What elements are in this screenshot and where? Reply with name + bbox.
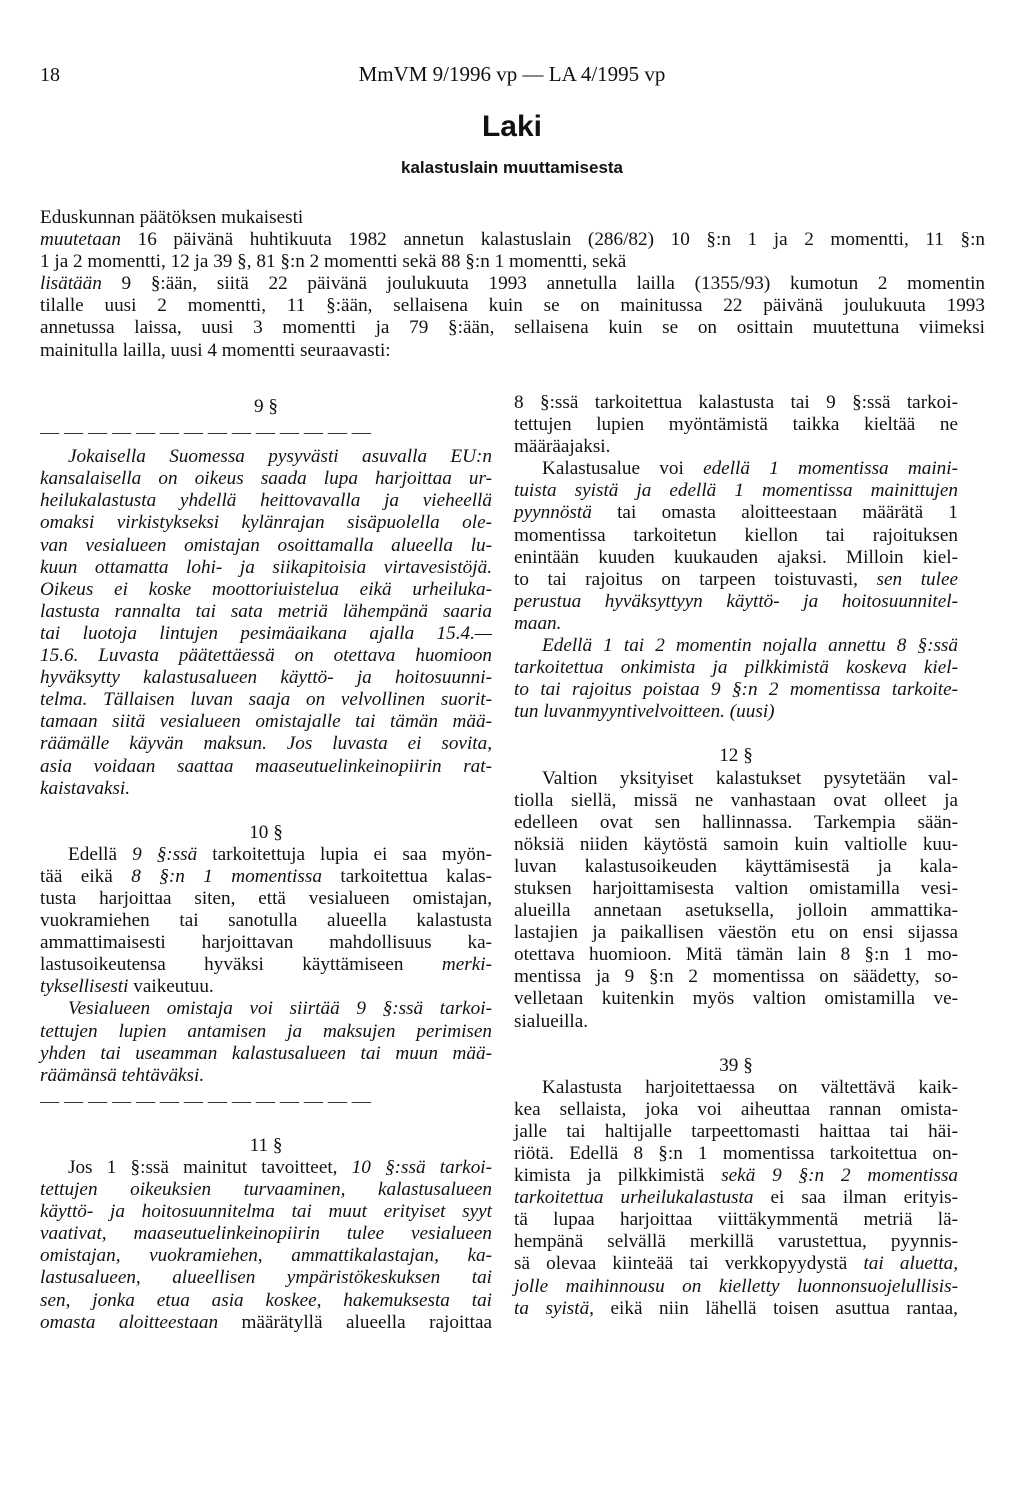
text-line bbox=[40, 1157, 492, 1179]
text: tarkoitettua urheilukalastusta bbox=[514, 1187, 754, 1209]
text: merki- bbox=[441, 954, 492, 976]
text-line bbox=[514, 1165, 958, 1187]
text-line: hyväksytty kalastusalueen käyttö- ja hoitosuunni- bbox=[40, 667, 492, 689]
text: omistajan, vuokramiehen, ammattikalastajan, ka- bbox=[40, 1245, 492, 1267]
intro-text: 9 §:ään, siitä 22 päivänä joulukuuta 1993 annetulla lailla (1355/93) kumotun 2 momentin bbox=[101, 273, 985, 295]
text-line bbox=[40, 866, 492, 888]
amend-keyword: muutetaan bbox=[40, 229, 122, 251]
text-line: telma. Tällaisen luvan saaja on velvollinen suorit- bbox=[40, 689, 492, 711]
text: omasta aloitteestaan bbox=[40, 1311, 219, 1333]
document-subtitle: kalastuslain muuttamisesta bbox=[400, 158, 624, 177]
text-line: velletaan kuitenkin myös valtion omistamilla ve- bbox=[514, 988, 958, 1010]
section-heading-10: 10 § bbox=[249, 821, 283, 843]
text: jolle maihinnousu on kielletty luonnonsuojelullisis- bbox=[514, 1275, 958, 1297]
omission-dashes: — — — — — — — — — — — — — — bbox=[40, 422, 371, 444]
text: edellä 1 momentissa maini- bbox=[703, 458, 958, 480]
text-line: momentissa tarkoitetun kiellon tai rajoituksen bbox=[514, 524, 958, 546]
text-line: tiolla siellä, missä ne vanhastaan ovat olleet ja bbox=[514, 789, 958, 811]
text-line: määräajaksi. bbox=[514, 436, 611, 458]
text-line: tettujen lupien myöntämistä taikka kieltää ne bbox=[514, 414, 958, 436]
text-line bbox=[40, 1312, 492, 1334]
text: tää eikä bbox=[40, 865, 132, 887]
text: kimista ja pilkkimistä bbox=[514, 1165, 722, 1187]
running-head: MmVM 9/1996 vp — LA 4/1995 vp bbox=[358, 62, 666, 86]
text-line: asia voidaan saattaa maaseutuelinkeinopiirin rat- bbox=[40, 755, 492, 777]
omission-dashes: — — — — — — — — — — — — — — bbox=[40, 1090, 371, 1112]
text-line: tun luvanmyyntivelvoitteen. (uusi) bbox=[514, 701, 775, 723]
text-line bbox=[40, 976, 492, 998]
text-line bbox=[514, 613, 958, 635]
text-line bbox=[40, 1290, 492, 1312]
text-line bbox=[514, 569, 958, 591]
text-line bbox=[40, 1201, 492, 1223]
text: ta syistä, bbox=[514, 1297, 594, 1319]
left-column bbox=[40, 392, 492, 1334]
text: tyksellisesti bbox=[40, 976, 129, 998]
text-line: omaksi virkistykseksi kylänrajan sisäpuolella ole- bbox=[40, 512, 492, 534]
text-line bbox=[514, 591, 958, 613]
text: 9 §:ssä bbox=[132, 843, 198, 865]
text-line: tamaan siitä vesialueen omistajalle tai tämän mää- bbox=[40, 711, 492, 733]
text: perustua hyväksyttyyn käyttö- ja hoitosuunnitel- bbox=[514, 590, 958, 612]
section-heading-11: 11 § bbox=[249, 1134, 283, 1156]
text: 8 §:n 1 momentissa bbox=[131, 865, 322, 887]
text-line: jalle tai haltijalle tarpeettomasti haittaa tai häi- bbox=[514, 1120, 958, 1142]
text-line: Edellä 1 tai 2 momentin nojalla annettu 8 §:ssä bbox=[542, 635, 958, 657]
text: maan. bbox=[514, 612, 562, 634]
right-column bbox=[514, 392, 958, 1320]
section-11-paragraph bbox=[40, 1157, 492, 1334]
text: lastusoikeutensa hyväksi käyttämiseen bbox=[40, 954, 442, 976]
text-line: tai luotoja lintujen pesimäaikana ajalla 15.4.— bbox=[40, 622, 492, 644]
text-line: luvan kalastusoikeuden käyttämisestä ja kala- bbox=[514, 855, 958, 877]
text-line bbox=[40, 1223, 492, 1245]
text-line: Oikeus ei koske moottoriuistelua eikä urheiluka- bbox=[40, 578, 492, 600]
text-line bbox=[40, 1179, 492, 1201]
section-heading-9: 9 § bbox=[254, 396, 278, 417]
section-9-paragraph bbox=[40, 446, 492, 800]
text-line: kansalaisella on oikeus saada lupa harjoittaa ur- bbox=[40, 468, 492, 490]
text: käyttö- ja hoitosuunnitelma tai muut erityiset syyt bbox=[40, 1201, 492, 1223]
section-11-paragraph-2 bbox=[514, 458, 958, 635]
text-line bbox=[40, 1267, 492, 1289]
text: lastusalueen, alueellisen ympäristökeskuksen tai bbox=[40, 1267, 492, 1289]
section-10-paragraph-1 bbox=[40, 844, 492, 999]
text-line: to tai rajoitus poistaa 9 §:n 2 momentissa tarkoite- bbox=[514, 679, 958, 701]
section-39-paragraph bbox=[514, 1077, 958, 1320]
text: tuista syistä ja edellä 1 momentissa mainittujen bbox=[514, 480, 958, 502]
text-line bbox=[514, 1253, 958, 1275]
text: tarkoitettua kalas- bbox=[321, 865, 492, 887]
text-line: Valtion yksityiset kalastukset pysytetään val- bbox=[542, 767, 958, 789]
text-line: räämänsä tehtäväksi. bbox=[40, 1064, 205, 1086]
section-11-paragraph-3 bbox=[514, 635, 958, 723]
text-line bbox=[514, 502, 958, 524]
text-line bbox=[40, 954, 492, 976]
text-line: vuokramiehen tai sanotulla alueella kalastusta bbox=[40, 910, 492, 932]
text: tai omasta aloitteestaan määrätä 1 bbox=[591, 502, 958, 524]
text-line bbox=[514, 1187, 958, 1209]
text: to tai rajoitus on tarpeen toistuvasti, bbox=[514, 568, 877, 590]
text-line: heilukalastusta yhdellä heittovavalla ja vieheellä bbox=[40, 490, 492, 512]
text: vaikeutuu. bbox=[128, 976, 214, 998]
text: eikä niin lähellä toisen asuttua rantaa, bbox=[593, 1297, 958, 1319]
text-line: kuun ottamatta lohi- ja siikapitoisia virtavesistöjä. bbox=[40, 556, 492, 578]
text: sen tulee bbox=[876, 568, 959, 590]
intro-line bbox=[40, 273, 985, 295]
text: sen, jonka etua asia koskee, hakemuksesta tai bbox=[40, 1289, 492, 1311]
text-line bbox=[514, 458, 958, 480]
text-line bbox=[40, 1245, 492, 1267]
text-line: lastajien ja paikallisen väestön etu on ensi sijassa bbox=[514, 922, 958, 944]
text-line: 8 §:ssä tarkoitettua kalastusta tai 9 §:ssä tarkoi- bbox=[514, 392, 958, 413]
text-line bbox=[514, 1298, 958, 1320]
section-12-paragraph bbox=[514, 768, 958, 1033]
intro-line: tilalle uusi 2 momentti, 11 §:ään, sellaisena kuin se on mainitussa 22 päivänä joulukuuta 1993 bbox=[40, 295, 985, 317]
text-line: stuksen harjoittamisesta valtion omistamilla vesi- bbox=[514, 877, 958, 899]
text: tarkoitettuja lupia ei saa myön- bbox=[197, 843, 492, 865]
text: ei saa ilman erityis- bbox=[753, 1187, 958, 1209]
text-line: kea sellaista, joka voi aiheuttaa rannan omista- bbox=[514, 1098, 958, 1120]
text: tai aluetta, bbox=[863, 1253, 958, 1275]
text-line: yhden tai useamman kalastusalueen tai muun mää- bbox=[40, 1042, 492, 1064]
text-line: enintään kuuden kuukauden ajaksi. Milloin kiel- bbox=[514, 546, 958, 568]
text-line bbox=[514, 480, 958, 502]
text-line: edelleen ovat sen hallinnassa. Tarkempia sään- bbox=[514, 811, 958, 833]
text-line: Vesialueen omistaja voi siirtää 9 §:ssä tarkoi- bbox=[68, 998, 492, 1020]
intro-line: mainitulla lailla, uusi 4 momentti seuraavasti: bbox=[40, 339, 391, 361]
text: pyynnöstä bbox=[514, 502, 592, 524]
text-line: tettujen lupien antamisen ja maksujen perimisen bbox=[40, 1020, 492, 1042]
text: tettujen oikeuksien turvaaminen, kalastusalueen bbox=[40, 1179, 492, 1201]
text: määrätyllä alueella rajoittaa bbox=[218, 1311, 493, 1333]
text-line: otettava huomioon. Mitä tämän lain 8 §:n 1 mo- bbox=[514, 944, 958, 966]
intro-line: 1 ja 2 momentti, 12 ja 39 §, 81 §:n 2 momentti sekä 88 §:n 1 momentti, sekä bbox=[40, 251, 627, 273]
text-line: mentissa ja 9 §:n 2 momentissa on säädetty, so- bbox=[514, 966, 958, 988]
text-line: nöksiä niiden käytöstä samoin kuin valtiolle kuu- bbox=[514, 833, 958, 855]
add-keyword: lisätään bbox=[40, 273, 102, 295]
intro-text: 16 päivänä huhtikuuta 1982 annetun kalastuslain (286/82) 10 §:n 1 ja 2 momentti, 11 §:n bbox=[121, 229, 985, 251]
intro-line: annetussa laissa, uusi 3 momentti ja 79 §:ään, sellaisena kuin se on osittain muutettuna viimeksi bbox=[40, 317, 985, 339]
text: sekä 9 §:n 2 momentissa bbox=[721, 1165, 959, 1187]
text: vaativat, maaseutuelinkeinopiirin tulee vesialueen bbox=[40, 1223, 492, 1245]
intro-line bbox=[40, 229, 985, 251]
document-title: Laki bbox=[481, 110, 543, 143]
text-line: riötä. Edellä 8 §:n 1 momentissa tarkoitettua on- bbox=[514, 1143, 958, 1164]
intro-line: Eduskunnan päätöksen mukaisesti bbox=[40, 207, 304, 228]
text: Kalastusalue voi bbox=[542, 458, 704, 480]
enacting-clause bbox=[40, 207, 985, 362]
text-line: räämälle käyvän maksun. Jos luvasta ei sovita, bbox=[40, 733, 492, 755]
text-line: 15.6. Luvasta päätettäessä on otettava huomioon bbox=[40, 645, 492, 667]
text-line: Jokaisella Suomessa pysyvästi asuvalla EU:n bbox=[68, 446, 492, 468]
text-line bbox=[514, 1276, 958, 1298]
text: sä olevaa kiinteää tai verkkopyydystä bbox=[514, 1253, 864, 1275]
text-line: lastusta rannalta tai sata metriä lähempänä saaria bbox=[40, 600, 492, 622]
section-11-continued bbox=[514, 392, 958, 458]
section-heading-12: 12 § bbox=[719, 745, 753, 767]
text-line: kaistavaksi. bbox=[40, 777, 131, 799]
text: Jos 1 §:ssä mainitut tavoitteet, bbox=[68, 1157, 352, 1178]
page-number: 18 bbox=[40, 64, 60, 86]
text-line: ammattimaisesti harjoittavan mahdollisuus ka- bbox=[40, 932, 492, 954]
text-line: hempänä selvällä merkillä varustettua, pyynnis- bbox=[514, 1231, 958, 1253]
text-line: tusta harjoittaa siten, että vesialueen omistajan, bbox=[40, 887, 492, 909]
text-line bbox=[40, 844, 492, 866]
section-heading-39: 39 § bbox=[719, 1054, 753, 1076]
section-10-paragraph-2 bbox=[40, 998, 492, 1086]
text-line: alueilla annetaan asetuksella, jolloin ammattika- bbox=[514, 900, 958, 922]
text: Edellä bbox=[68, 843, 133, 865]
text-line: Kalastusta harjoitettaessa on vältettävä kaik- bbox=[542, 1076, 958, 1098]
text: 10 §:ssä tarkoi- bbox=[351, 1157, 493, 1178]
text-line: van vesialueen omistajan osoittamalla alueella lu- bbox=[40, 534, 492, 556]
text-line: sialueilla. bbox=[514, 1010, 589, 1032]
text-line: tarkoitettua onkimista ja pilkkimistä koskeva kiel- bbox=[514, 657, 958, 679]
text-line: tä lupaa harjoittaa viittäkymmentä metriä lä- bbox=[514, 1209, 958, 1231]
